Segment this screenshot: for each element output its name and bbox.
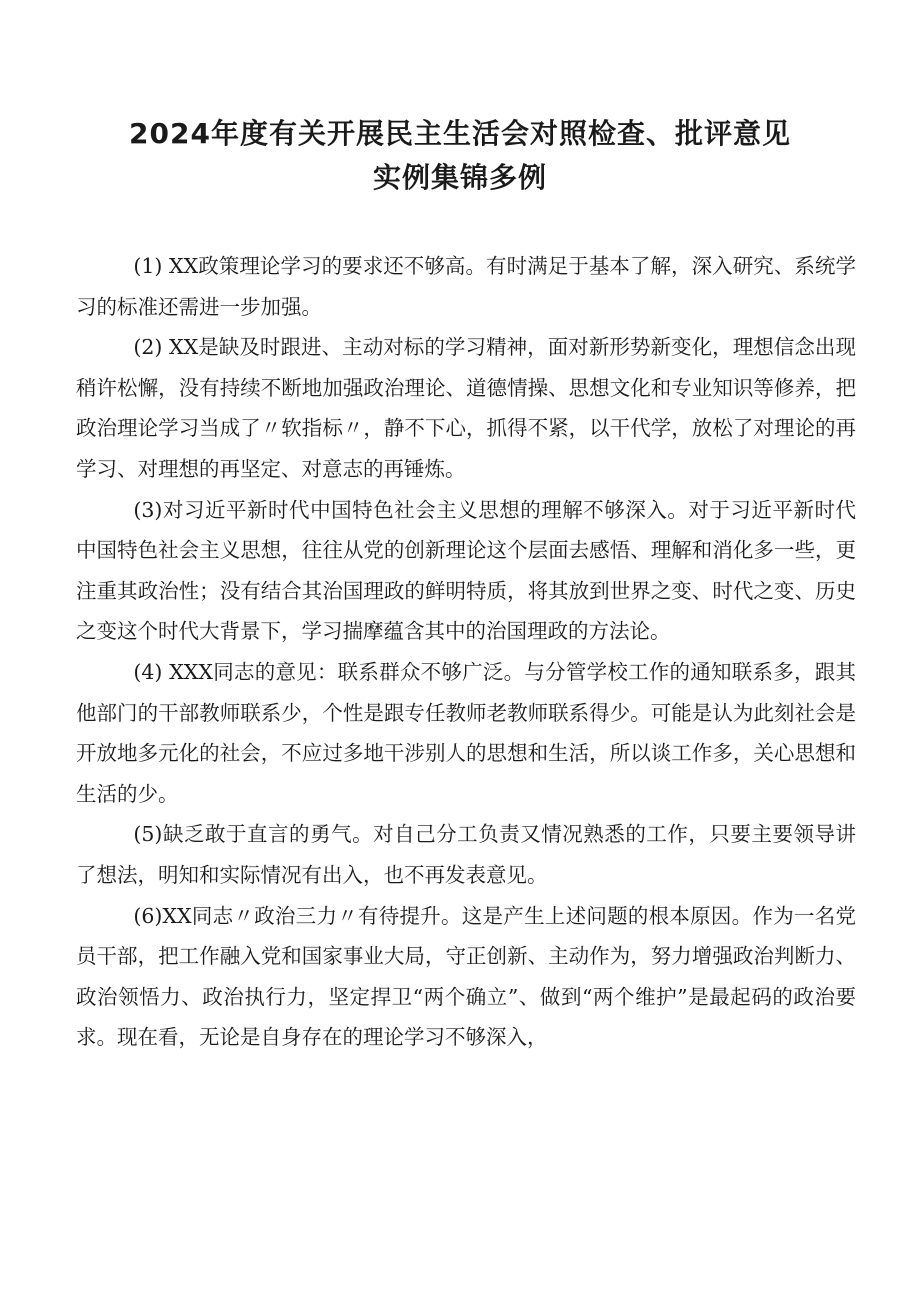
title-line-2: 实例集锦多例 xyxy=(372,161,547,194)
document-body xyxy=(76,246,856,1058)
paragraph-2: (2) XX是缺及时跟进、主动对标的学习精神，面对新形势新变化，理想信念出现稍许松懈，没有持续不断地加强政治理论、道德情操、思想文化和专业知识等修养，把政治理论学习当成了〃软指标〃，静不下心，抓得不紧，以干代学，放松了对理论的再学习、对理想的再坚定、对意志的再锤炼。 xyxy=(76,335,856,481)
document-title xyxy=(70,112,850,200)
title-line-1: 2024年度有关开展民主生活会对照检查、批评意见 xyxy=(129,117,791,150)
paragraph-4: (4) XXX同志的意见：联系群众不够广泛。与分管学校工作的通知联系多，跟其他部门的干部教师联系少，个性是跟专任教师老教师联系得少。可能是认为此刻社会是开放地多元化的社会，不应过多地干涉别人的思想和生活，所以谈工作多，关心思想和生活的少。 xyxy=(76,659,856,806)
paragraph-6: (6)XX同志〃政治三力〃有待提升。这是产生上述问题的根本原因。作为一名党员干部，把工作融入党和国家事业大局，守正创新、主动作为，努力增强政治判断力、政治领悟力、政治执行力，坚定捍卫“两个确立”、做到“两个维护”是最起码的政治要求。现在看，无论是自身存在的理论学习不够深入， xyxy=(76,903,856,1050)
paragraph-5: (5)缺乏敢于直言的勇气。对自己分工负责又情况熟悉的工作，只要主要领导讲了想法，明知和实际情况有出入，也不再发表意见。 xyxy=(76,822,856,887)
paragraph-1: (1) XX政策理论学习的要求还不够高。有时满足于基本了解，深入研究、系统学习的标准还需进一步加强。 xyxy=(76,254,856,319)
paragraph-3: (3)对习近平新时代中国特色社会主义思想的理解不够深入。对于习近平新时代中国特色社会主义思想，往往从党的创新理论这个层面去感悟、理解和消化多一些，更注重其政治性；没有结合其治国理政的鲜明特质，将其放到世界之变、时代之变、历史之变这个时代大背景下，学习揣摩蕴含其中的治国理政的方法论。 xyxy=(76,497,856,644)
